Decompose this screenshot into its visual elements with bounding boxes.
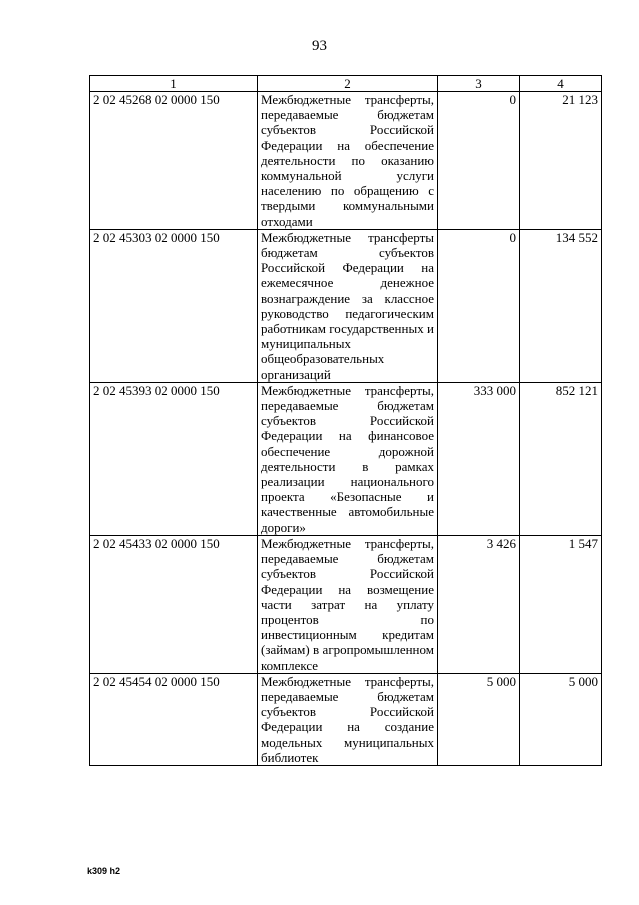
amount-column-4: 21 123 bbox=[520, 92, 602, 230]
amount-column-3: 0 bbox=[438, 92, 520, 230]
description: Межбюджетные трансферты, передаваемые бюджетам субъектов Российской Федерации на финансовое обеспечение дорожной деятельности в рамках реализации национального проекта «Безопасные и качественные автомобильные дороги» bbox=[258, 382, 438, 535]
table-row bbox=[90, 382, 602, 535]
budget-code: 2 02 45303 02 0000 150 bbox=[90, 229, 258, 382]
column-header-3: 3 bbox=[438, 76, 520, 92]
table-row bbox=[90, 673, 602, 765]
column-header-2: 2 bbox=[258, 76, 438, 92]
table-row bbox=[90, 229, 602, 382]
description: Межбюджетные трансферты, передаваемые бюджетам субъектов Российской Федерации на обеспечение деятельности по оказанию коммунальной услуги населению по обращению с твердыми коммунальными отходами bbox=[258, 92, 438, 230]
page-number: 93 bbox=[312, 38, 327, 54]
budget-code: 2 02 45268 02 0000 150 bbox=[90, 92, 258, 230]
budget-code: 2 02 45433 02 0000 150 bbox=[90, 535, 258, 673]
budget-table bbox=[89, 75, 602, 766]
budget-code: 2 02 45454 02 0000 150 bbox=[90, 673, 258, 765]
amount-column-4: 134 552 bbox=[520, 229, 602, 382]
column-header-1: 1 bbox=[90, 76, 258, 92]
amount-column-4: 1 547 bbox=[520, 535, 602, 673]
description: Межбюджетные трансферты, передаваемые бюджетам субъектов Российской Федерации на возмещение части затрат на уплату процентов по инвестиционным кредитам (займам) в агропромышленном комплексе bbox=[258, 535, 438, 673]
document-footer-code: k309 h2 bbox=[87, 866, 121, 876]
table-header-row bbox=[90, 76, 602, 92]
amount-column-4: 852 121 bbox=[520, 382, 602, 535]
amount-column-3: 3 426 bbox=[438, 535, 520, 673]
amount-column-3: 5 000 bbox=[438, 673, 520, 765]
description: Межбюджетные трансферты бюджетам субъектов Российской Федерации на ежемесячное денежное вознаграждение за классное руководство педагогическим работникам государственных и муниципальных общеобразовательных организаций bbox=[258, 229, 438, 382]
amount-column-4: 5 000 bbox=[520, 673, 602, 765]
column-header-4: 4 bbox=[520, 76, 602, 92]
amount-column-3: 333 000 bbox=[438, 382, 520, 535]
table-row bbox=[90, 535, 602, 673]
table-row bbox=[90, 92, 602, 230]
amount-column-3: 0 bbox=[438, 229, 520, 382]
budget-code: 2 02 45393 02 0000 150 bbox=[90, 382, 258, 535]
description: Межбюджетные трансферты, передаваемые бюджетам субъектов Российской Федерации на создание модельных муниципальных библиотек bbox=[258, 673, 438, 765]
